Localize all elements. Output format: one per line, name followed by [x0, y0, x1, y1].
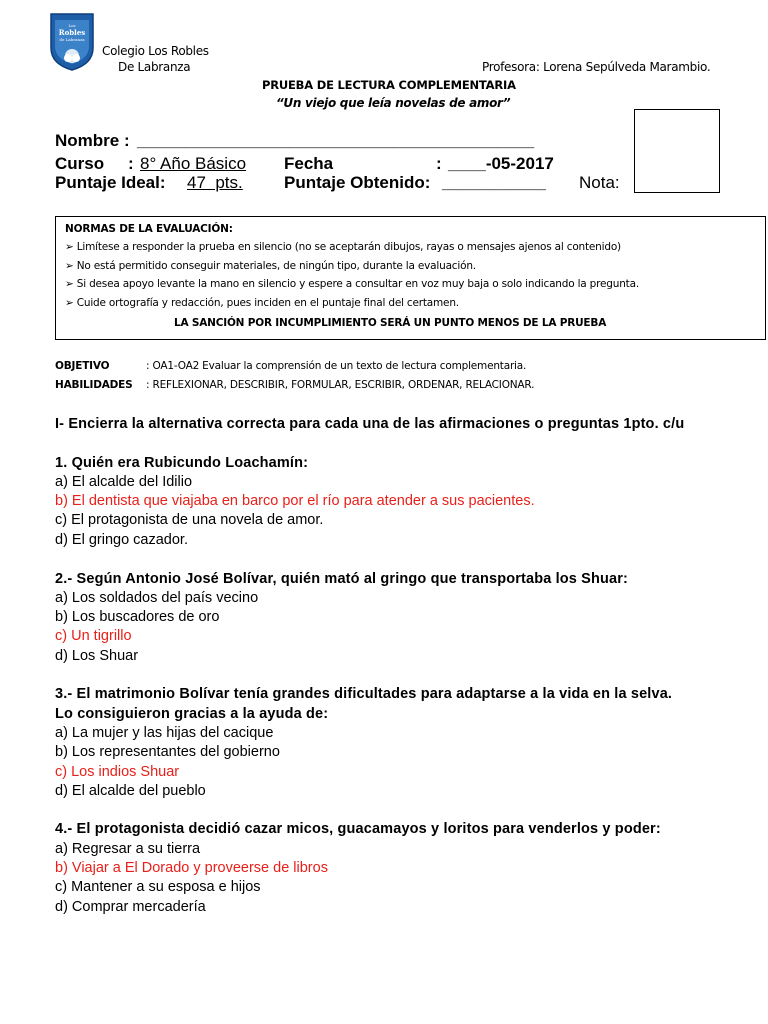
section-title: I- Encierra la alternativa correcta para cada una de las afirmaciones o preguntas 1pto. c/u: [55, 416, 685, 432]
option-2c[interactable]: c) Un tigrillo: [55, 628, 132, 644]
objective-value: : OA1-OA2 Evaluar la comprensión de un texto de lectura complementaria.: [146, 360, 527, 372]
date-value[interactable]: ____-05-2017: [448, 154, 554, 173]
option-1c[interactable]: c) El protagonista de una novela de amor.: [55, 512, 324, 528]
name-blank[interactable]: __________________________________________: [137, 131, 535, 150]
svg-text:Los: Los: [68, 23, 76, 28]
name-label: Nombre :: [55, 131, 130, 150]
svg-text:Robles: Robles: [58, 28, 86, 37]
question-3-line2: Lo consiguieron gracias a la ayuda de:: [55, 706, 329, 722]
option-2b[interactable]: b) Los buscadores de oro: [55, 609, 220, 625]
option-3d[interactable]: d) El alcalde del pueblo: [55, 783, 206, 799]
option-1d[interactable]: d) El gringo cazador.: [55, 532, 188, 548]
teacher-name: Profesora: Lorena Sepúlveda Marambio.: [482, 60, 711, 74]
arrow-bullet-icon: ➢: [65, 241, 74, 253]
test-title: PRUEBA DE LECTURA COMPLEMENTARIA: [262, 78, 516, 92]
date-label: Fecha: [284, 154, 334, 173]
question-3: 3.- El matrimonio Bolívar tenía grandes dificultades para adaptarse a la vida en la selva.: [55, 686, 673, 702]
question-4: 4.- El protagonista decidió cazar micos, guacamayos y loritos para venderlos y poder:: [55, 821, 661, 837]
option-2d[interactable]: d) Los Shuar: [55, 648, 139, 664]
book-title: “Un viejo que leía novelas de amor”: [276, 96, 511, 110]
rule-item: ➢ No está permitido conseguir materiales, de ningún tipo, durante la evaluación.: [65, 260, 476, 272]
arrow-bullet-icon: ➢: [65, 260, 74, 272]
grade-box[interactable]: [634, 109, 720, 193]
objective-label: OBJETIVO: [55, 360, 110, 372]
grade-label: Nota:: [579, 173, 620, 192]
skills-label: HABILIDADES: [55, 379, 133, 391]
skills-value: : REFLEXIONAR, DESCRIBIR, FORMULAR, ESCRIBIR, ORDENAR, RELACIONAR.: [146, 379, 535, 391]
option-3b[interactable]: b) Los representantes del gobierno: [55, 744, 280, 760]
sanction-notice: LA SANCIÓN POR INCUMPLIMIENTO SERÁ UN PUNTO MENOS DE LA PRUEBA: [174, 317, 607, 329]
question-2: 2.- Según Antonio José Bolívar, quién mató al gringo que transportaba los Shuar:: [55, 571, 629, 587]
rule-item: ➢ Limítese a responder la prueba en silencio (no se aceptarán dibujos, rayas o mensajes ajenos al contenido): [65, 241, 621, 253]
option-2a[interactable]: a) Los soldados del país vecino: [55, 590, 259, 606]
school-logo: [49, 12, 95, 72]
question-1: 1. Quién era Rubicundo Loachamín:: [55, 455, 309, 471]
rules-title: NORMAS DE LA EVALUACIÓN:: [65, 223, 233, 235]
option-3c[interactable]: c) Los indios Shuar: [55, 764, 180, 780]
option-1b[interactable]: b) El dentista que viajaba en barco por el río para atender a sus pacientes.: [55, 493, 535, 509]
ideal-score-label: Puntaje Ideal:: [55, 173, 166, 192]
option-4a[interactable]: a) Regresar a su tierra: [55, 841, 201, 857]
rule-item: ➢ Si desea apoyo levante la mano en silencio y espere a consultar en voz muy baja o solo indicando la pregunta.: [65, 278, 639, 290]
option-1a[interactable]: a) El alcalde del Idilio: [55, 474, 193, 490]
date-colon: :: [436, 154, 442, 173]
arrow-bullet-icon: ➢: [65, 278, 74, 290]
course-colon: :: [128, 154, 134, 173]
option-4b[interactable]: b) Viajar a El Dorado y proveerse de libros: [55, 860, 328, 876]
course-label: Curso: [55, 154, 105, 173]
svg-text:de Labranza: de Labranza: [59, 37, 85, 42]
obtained-score-blank[interactable]: ___________: [442, 173, 547, 192]
obtained-score-label: Puntaje Obtenido:: [284, 173, 431, 192]
school-name: Colegio Los Robles: [102, 44, 209, 58]
option-4d[interactable]: d) Comprar mercadería: [55, 899, 206, 915]
course-value: 8° Año Básico: [140, 154, 247, 173]
option-4c[interactable]: c) Mantener a su esposa e hijos: [55, 879, 261, 895]
arrow-bullet-icon: ➢: [65, 297, 74, 309]
option-3a[interactable]: a) La mujer y las hijas del cacique: [55, 725, 274, 741]
rule-item: ➢ Cuide ortografía y redacción, pues inciden en el puntaje final del certamen.: [65, 297, 459, 309]
ideal-score-value: 47 pts.: [187, 173, 243, 192]
school-location: De Labranza: [118, 60, 191, 74]
